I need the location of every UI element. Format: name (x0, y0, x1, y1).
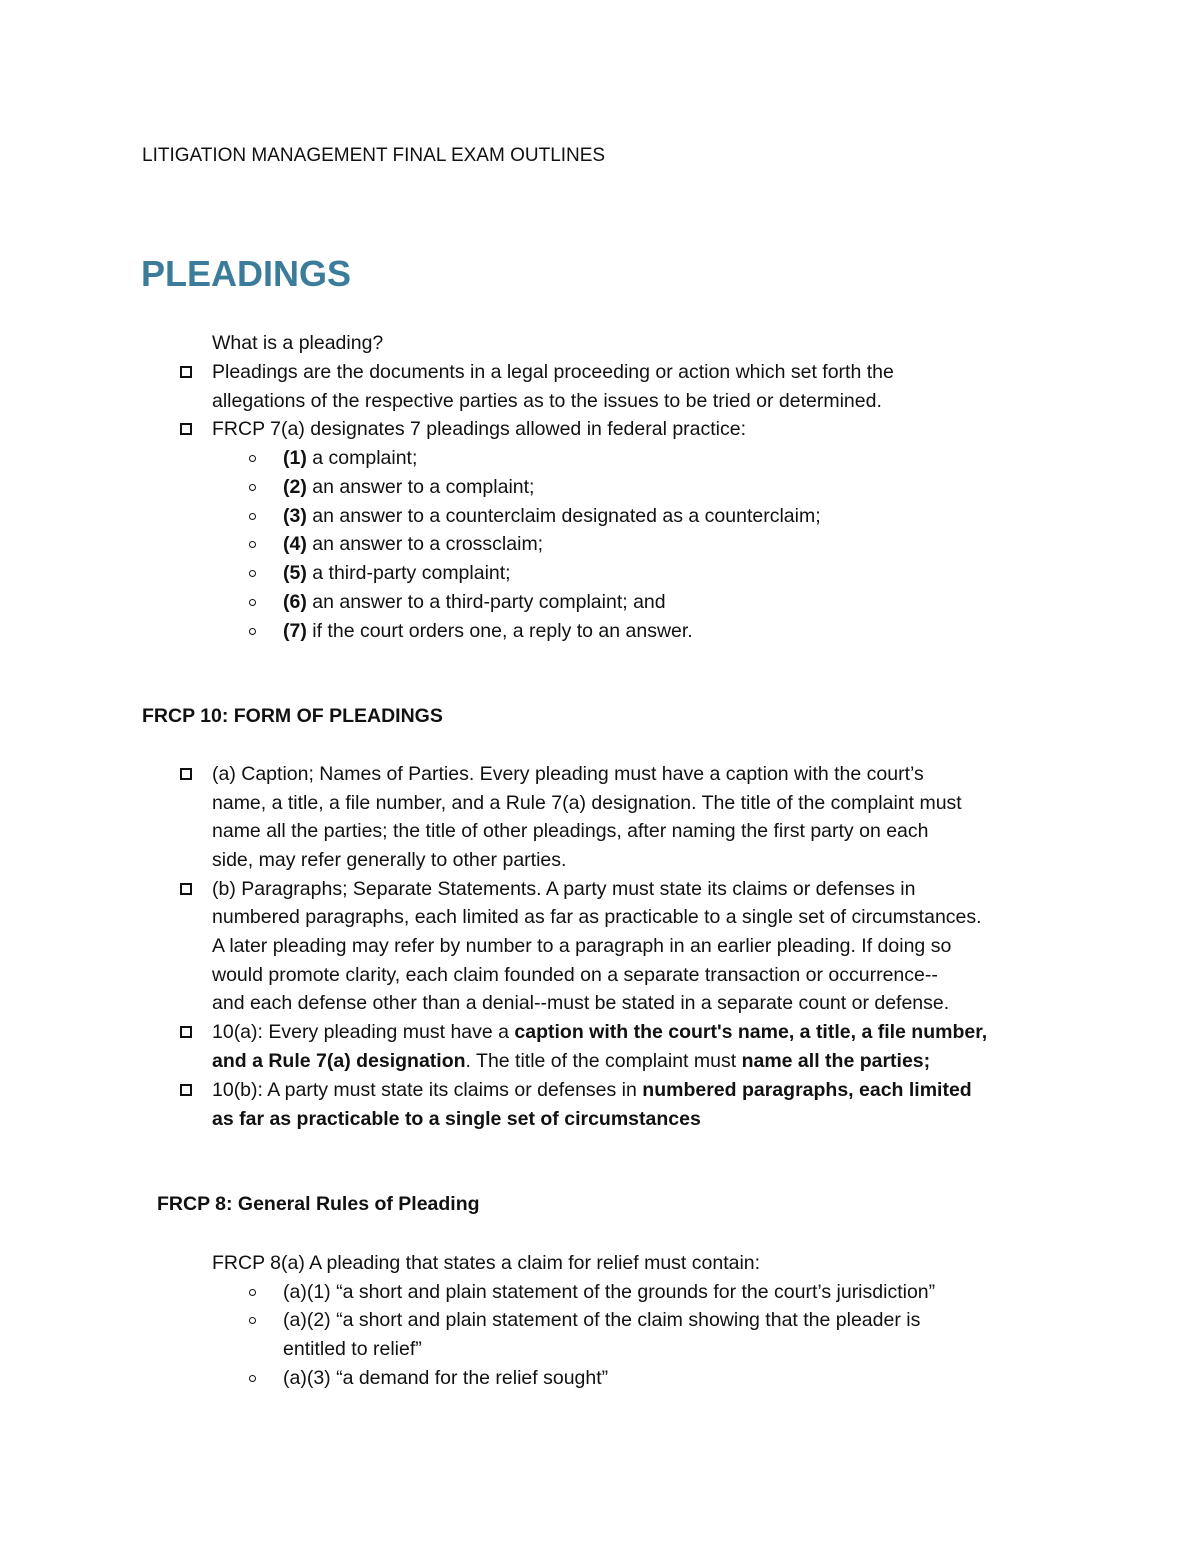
frcp8-intro: FRCP 8(a) A pleading that states a claim for relief must contain: (212, 1252, 761, 1274)
list-item-text: an answer to a crossclaim; (306, 533, 544, 555)
paragraphs-line-2: numbered paragraphs, each limited as far as practicable to a single set of circumstances. (212, 906, 982, 928)
list-item: (a)(1) “a short and plain statement of the grounds for the court’s jurisdiction” (283, 1281, 936, 1303)
bullet-icon (249, 1375, 256, 1382)
caption-line-2: name, a title, a file number, and a Rule 7(a) designation. The title of the complaint must (212, 792, 962, 814)
list-item (283, 588, 666, 617)
paragraphs-line-1: (b) Paragraphs; Separate Statements. A party must state its claims or defenses in (212, 878, 916, 900)
checkbox-icon (180, 1026, 192, 1038)
list-item-number: (7) (283, 620, 307, 642)
summary-a-emphasis: name all the parties; (741, 1050, 931, 1072)
paragraphs-line-4: would promote clarity, each claim founded on a separate transaction or occurrence-- (212, 964, 938, 986)
bullet-icon (249, 1317, 256, 1324)
list-item (283, 617, 693, 646)
summary-b-line-2: as far as practicable to a single set of circumstances (212, 1108, 701, 1130)
paragraphs-line-5: and each defense other than a denial--must be stated in a separate count or defense. (212, 992, 950, 1014)
checkbox-icon (180, 883, 192, 895)
summary-b-emphasis: numbered paragraphs, each limited (642, 1079, 972, 1101)
summary-b-line-1 (212, 1076, 972, 1105)
summary-a-emphasis: caption with the court's name, a title, a file number, (514, 1021, 988, 1043)
paragraphs-line-3: A later pleading may refer by number to a paragraph in an earlier pleading. If doing so (212, 935, 952, 957)
bullet-icon (249, 599, 256, 606)
list-item-number: (2) (283, 476, 307, 498)
summary-a-line-2 (212, 1047, 930, 1076)
list-item-text: if the court orders one, a reply to an answer. (306, 620, 693, 642)
bullet-icon (249, 484, 256, 491)
bullet-icon (249, 455, 256, 462)
summary-a-line-1 (212, 1018, 987, 1047)
list-item-number: (1) (283, 447, 307, 469)
list-item (283, 559, 511, 588)
checkbox-icon (180, 423, 192, 435)
definition-line-1: Pleadings are the documents in a legal proceeding or action which set forth the (212, 361, 894, 383)
summary-a-text: . The title of the complaint must (465, 1050, 742, 1072)
list-item (283, 473, 534, 502)
document-header: LITIGATION MANAGEMENT FINAL EXAM OUTLINES (142, 145, 606, 166)
list-item-text: an answer to a third-party complaint; and (306, 591, 666, 613)
pleadings-heading: PLEADINGS (141, 253, 352, 294)
bullet-icon (249, 541, 256, 548)
caption-line-1: (a) Caption; Names of Parties. Every pleading must have a caption with the court’s (212, 763, 924, 785)
pleading-question: What is a pleading? (212, 332, 384, 354)
list-item-number: (3) (283, 505, 307, 527)
summary-a-emphasis: and a Rule 7(a) designation (212, 1050, 466, 1072)
checkbox-icon (180, 366, 192, 378)
list-item (283, 530, 543, 559)
summary-b-text: 10(b): A party must state its claims or defenses in (212, 1079, 643, 1101)
summary-a-text: 10(a): Every pleading must have a (212, 1021, 515, 1043)
list-item: (a)(3) “a demand for the relief sought” (283, 1367, 609, 1389)
frcp7-intro: FRCP 7(a) designates 7 pleadings allowed in federal practice: (212, 418, 747, 440)
list-item-text: an answer to a counterclaim designated as a counterclaim; (306, 505, 821, 527)
bullet-icon (249, 628, 256, 635)
list-item-text: a third-party complaint; (306, 562, 511, 584)
frcp8-heading: FRCP 8: General Rules of Pleading (157, 1193, 480, 1215)
caption-line-3: name all the parties; the title of other pleadings, after naming the first party on each (212, 820, 929, 842)
bullet-icon (249, 1289, 256, 1296)
list-item: (a)(2) “a short and plain statement of the claim showing that the pleader is (283, 1309, 921, 1331)
checkbox-icon (180, 768, 192, 780)
definition-line-2: allegations of the respective parties as to the issues to be tried or determined. (212, 390, 882, 412)
list-item (283, 502, 821, 531)
checkbox-icon (180, 1084, 192, 1096)
list-item-continuation: entitled to relief” (283, 1338, 422, 1360)
bullet-icon (249, 513, 256, 520)
caption-line-4: side, may refer generally to other parties. (212, 849, 567, 871)
list-item-text: an answer to a complaint; (306, 476, 535, 498)
list-item-number: (5) (283, 562, 307, 584)
list-item-text: a complaint; (306, 447, 418, 469)
frcp10-heading: FRCP 10: FORM OF PLEADINGS (142, 705, 443, 727)
list-item (283, 444, 417, 473)
list-item-number: (4) (283, 533, 307, 555)
bullet-icon (249, 570, 256, 577)
list-item-number: (6) (283, 591, 307, 613)
